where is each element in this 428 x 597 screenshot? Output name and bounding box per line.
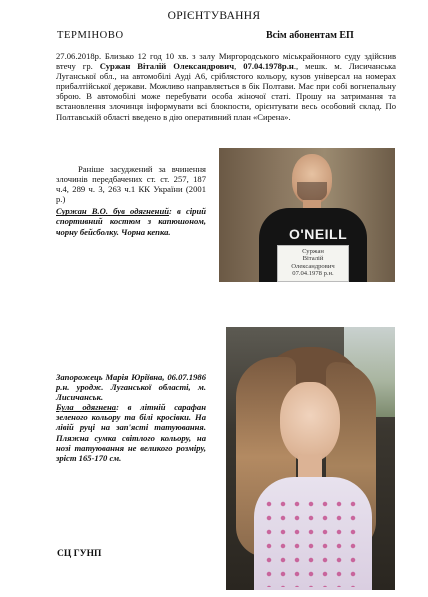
man-details — [56, 164, 206, 237]
plate-line-4: 07.04.1978 р.н. — [292, 269, 334, 277]
woman-photo — [226, 327, 395, 590]
man-photo — [219, 148, 395, 282]
woman-dress — [56, 402, 206, 463]
document-title: ОРІЄНТУВАННЯ — [167, 10, 261, 22]
fugitive-name: Суржан Віталій Олександрович — [99, 61, 235, 72]
woman-dress-label: Була одягнена — [56, 402, 117, 413]
main-paragraph-part2: ., мешк. м. Лисичанська Луганської обл., на автомобілі Ауді А6, сріблястого кольору, кузов універсал на номерах прибалтійської держави. Можливо направляється в бік Полтави. Має при собі вогнепальну зброю. В автомобілі може перебувати особа жіночої статі. Прошу на затримання та встановлення злочинця інформувати всі блокпости, орієнтувати весь особовий склад. По Полтавській області введено в дію оперативний план «Сирена». — [56, 61, 396, 122]
woman-details — [56, 372, 206, 463]
urgency-label: ТЕРМІНОВО — [57, 30, 124, 41]
name-separator: , — [234, 61, 244, 72]
woman-intro: Запорожець Марія Юріївна, 06.07.1986 р.н. уродж. Луганської області, м. Лисичанськ. — [56, 372, 206, 403]
convictions-text: Раніше засуджений за вчинення злочинів передбачених ст. ст. 257, 187 ч.4, 289 ч. 3, 263 ч.1 КК України (2001 р.) — [56, 164, 206, 205]
main-paragraph — [56, 51, 396, 122]
recipients-label: Всім абонентам ЕП — [266, 30, 354, 41]
woman-top-pattern — [262, 497, 362, 587]
man-dress-text: : в сірий спортивний костюм з капюшоном, чорну бейсболку. Чорна кепка. — [56, 206, 206, 237]
plate-line-2: Віталій — [302, 255, 324, 263]
name-plate — [277, 245, 349, 282]
fugitive-dob: 07.04.1978р.н — [243, 61, 294, 72]
man-dress — [56, 206, 206, 236]
man-dress-label: Суржан В.О. був одягнений — [56, 206, 170, 217]
plate-line-1: Суржан — [302, 248, 324, 255]
main-paragraph-part1: 27.06.2018р. Близько 12 год 10 хв. з залу Миргородського міськрайонного суду здійснив втечу гр. — [56, 51, 396, 72]
signature: СЦ ГУНП — [57, 549, 102, 559]
woman-dress-text: : в літній сарафан зеленого кольору та білі кросівки. На лівій руці на зап'ясті татуювання. Пляжна сумка світлого кольору, на нозі татуювання не великого розміру, зріст 165-170 см. — [56, 402, 206, 463]
woman-face — [280, 382, 340, 462]
plate-line-3: Олександрович — [291, 262, 335, 270]
shirt-brand-text: O'NEILL — [289, 226, 348, 242]
man-beard — [297, 182, 327, 202]
